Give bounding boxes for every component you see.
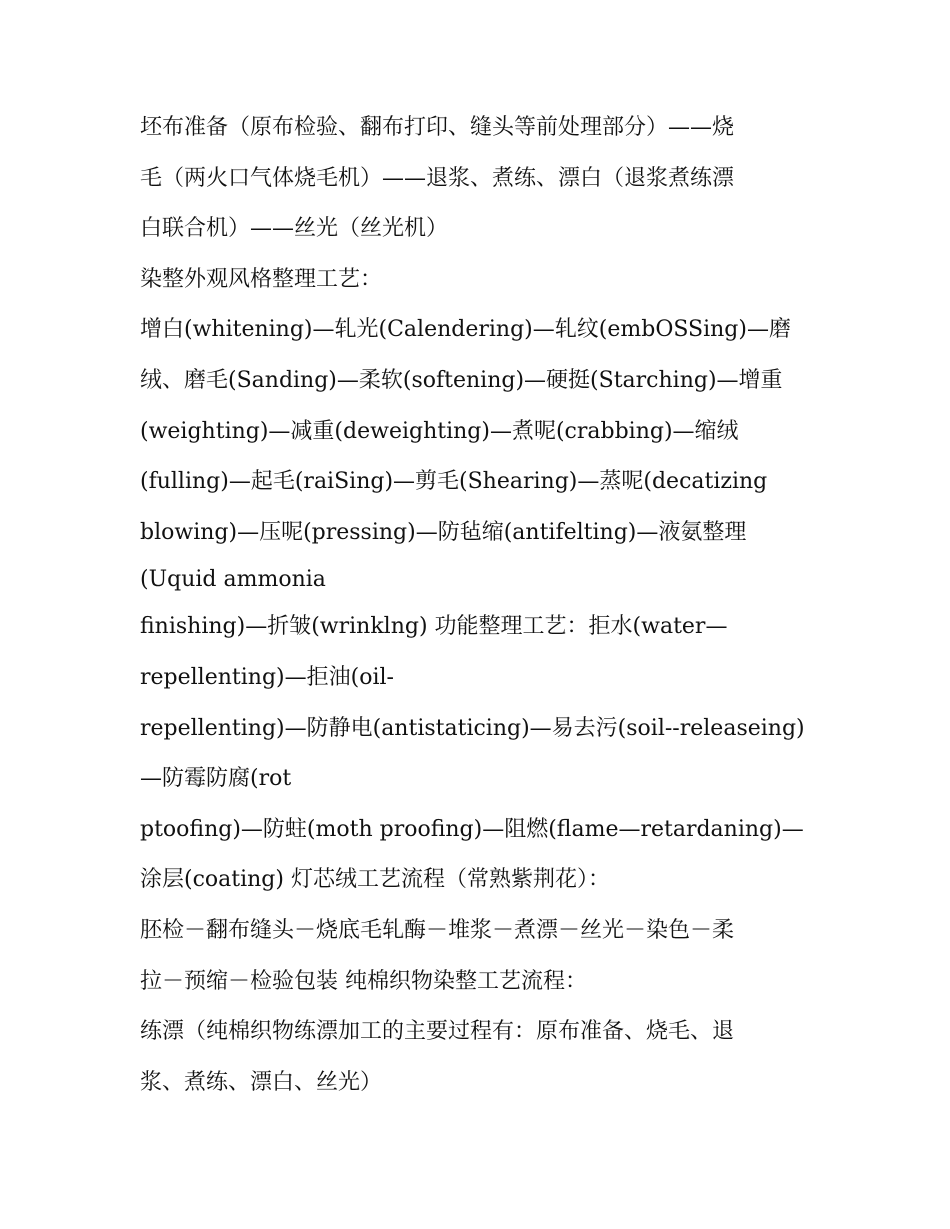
- text-line: blowing)—压呢(pressing)—防毡缩(antifelting)—液氨整理: [140, 519, 747, 545]
- section-heading: 染整外观风格整理工艺：: [140, 266, 383, 292]
- text-line: 坯布准备（原布检验、翻布打印、缝头等前处理部分）——烧: [140, 115, 735, 140]
- text-line: repellenting)—拒油(oil-: [140, 664, 394, 690]
- text-line: (fulling)—起毛(raiSing)—剪毛(Shearing)—蒸呢(decatizing: [140, 469, 768, 495]
- text-line: 浆、煮练、漂白、丝光）: [140, 1069, 383, 1095]
- text-line: 练漂（纯棉织物练漂加工的主要过程有：原布准备、烧毛、退: [140, 1019, 735, 1045]
- text-line: 拉－预缩－检验包装 纯棉织物染整工艺流程：: [140, 968, 587, 994]
- text-line: 毛（两火口气体烧毛机）——退浆、煮练、漂白（退浆煮练漂: [140, 165, 735, 191]
- text-line: 涂层(coating) 灯芯绒工艺流程（常熟紫荆花）：: [140, 867, 610, 893]
- text-line: 白联合机）——丝光（丝光机）: [140, 216, 449, 242]
- text-line: —防霉防腐(rot: [140, 766, 292, 792]
- document-body: [140, 103, 830, 1108]
- text-line: 胚检－翻布缝头－烧底毛轧酶－堆浆－煮漂－丝光－染色－柔: [140, 917, 735, 943]
- text-line: 绒、磨毛(Sanding)—柔软(softening)—硬挺(Starching)—增重: [140, 367, 783, 393]
- text-line: (weighting)—减重(deweighting)—煮呢(crabbing)—缩绒: [140, 418, 739, 444]
- text-line: finishing)—折皱(wrinklng) 功能整理工艺：拒水(water—: [140, 614, 728, 640]
- text-line: ptoofing)—防蛀(moth proofing)—阻燃(flame—retardaning)—: [140, 816, 804, 842]
- text-line: repellenting)—防静电(antistaticing)—易去污(soil--releaseing): [140, 715, 805, 741]
- text-line: 增白(whitening)—轧光(Calendering)—轧纹(embOSSing)—磨: [140, 317, 791, 343]
- text-line: (Uquid ammonia: [140, 567, 326, 593]
